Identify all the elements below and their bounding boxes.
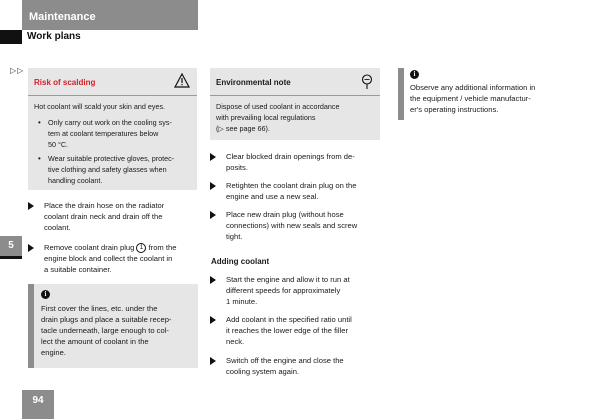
step-item: [210, 274, 382, 307]
chapter-tab: 5: [0, 236, 22, 256]
info-text: [410, 82, 566, 115]
warning-bullet: [34, 117, 191, 150]
page-number: 94: [22, 390, 54, 419]
step-item: [28, 242, 200, 275]
info-box: [28, 284, 198, 368]
subsection-title: Work plans: [27, 31, 81, 42]
step-item: [210, 314, 382, 347]
text-line: coolant.: [44, 223, 71, 232]
step-item: [210, 355, 382, 377]
section-title: Maintenance: [29, 11, 96, 23]
text-line: (▷ see page 66).: [216, 124, 270, 133]
warning-header: [28, 68, 197, 96]
environment-box: [210, 68, 380, 140]
arrow-icon: [210, 316, 216, 324]
text-line: engine and use a new seal.: [226, 192, 319, 201]
info-bar: [398, 68, 404, 120]
step-item: [210, 180, 382, 202]
text-line: handling coolant.: [48, 176, 103, 185]
environment-body: [210, 96, 380, 139]
text-line: drain plugs and place a suitable recep-: [41, 315, 172, 324]
text-line: tacle underneath, large enough to col-: [41, 326, 169, 335]
text-line: 1 minute.: [226, 297, 258, 306]
text-line: neck.: [226, 337, 245, 346]
info-icon: i: [410, 70, 419, 79]
warning-box: [28, 68, 197, 190]
warning-title: Risk of scalding: [34, 78, 96, 87]
environment-header: [210, 68, 380, 96]
text-line: Clear blocked drain openings from de-: [226, 152, 355, 161]
step-item: [28, 200, 200, 233]
text-line: 50 °C.: [48, 140, 69, 149]
adding-coolant-heading: Adding coolant: [211, 257, 270, 266]
text-line: [44, 242, 200, 253]
text-line: Place new drain plug (without hose: [226, 210, 344, 219]
arrow-icon: [210, 182, 216, 190]
arrow-icon: [28, 244, 34, 252]
text-line: First cover the lines, etc. under the: [41, 304, 158, 313]
text-fragment: Remove coolant drain plug: [44, 243, 137, 252]
text-line: lect the amount of coolant in the: [41, 337, 149, 346]
text-line: Add coolant in the specified ratio until: [226, 315, 352, 324]
text-line: coolant drain neck and drain off the: [44, 212, 163, 221]
info-icon: i: [41, 290, 50, 299]
step-item: [210, 209, 382, 242]
text-line: different speeds for approximately: [226, 286, 341, 295]
warning-list: [34, 117, 191, 186]
continued-marker: ▷▷: [10, 66, 25, 75]
text-line: with prevailing local regulations: [216, 113, 316, 122]
environment-title: Environmental note: [216, 78, 291, 87]
text-line: posits.: [226, 163, 248, 172]
text-line: Switch off the engine and close the: [226, 356, 344, 365]
warning-triangle-icon: [174, 73, 190, 88]
arrow-icon: [210, 153, 216, 161]
warning-body: [28, 96, 197, 194]
warning-intro: Hot coolant will scald your skin and eyes.: [34, 102, 166, 111]
text-line: connections) with new seals and screw: [226, 221, 358, 230]
text-line: it reaches the lower edge of the filler: [226, 326, 348, 335]
text-line: engine block and collect the coolant in: [44, 254, 173, 263]
text-line: tem at coolant temperatures below: [48, 129, 159, 138]
text-line: engine.: [41, 348, 66, 357]
text-line: cooling system again.: [226, 367, 300, 376]
text-line: • Wear suitable protective gloves, protec-: [48, 154, 175, 163]
header-block: [0, 30, 22, 44]
warning-bullet: [34, 153, 191, 186]
arrow-icon: [28, 202, 34, 210]
recycling-leaf-icon: [361, 74, 373, 90]
text-line: Start the engine and allow it to run at: [226, 275, 350, 284]
text-line: Dispose of used coolant in accordance: [216, 102, 340, 111]
text-line: tive clothing and safety glasses when: [48, 165, 167, 174]
text-line: • Only carry out work on the cooling sys-: [48, 118, 172, 127]
arrow-icon: [210, 357, 216, 365]
step-item: [210, 151, 382, 173]
arrow-icon: [210, 211, 216, 219]
callout-number: 1: [136, 243, 146, 253]
text-line: Retighten the coolant drain plug on the: [226, 181, 357, 190]
text-line: Place the drain hose on the radiator: [44, 201, 165, 210]
text-line: tight.: [226, 232, 243, 241]
text-line: the equipment / vehicle manufactur-: [410, 94, 531, 103]
text-line: a suitable container.: [44, 265, 112, 274]
info-bar: [28, 284, 34, 368]
text-line: er's operating instructions.: [410, 105, 499, 114]
chapter-tab-line: [0, 256, 22, 259]
arrow-icon: [210, 276, 216, 284]
info-text: [41, 303, 171, 358]
text-line: Observe any additional information in: [410, 83, 536, 92]
text-fragment: from the: [146, 243, 177, 252]
